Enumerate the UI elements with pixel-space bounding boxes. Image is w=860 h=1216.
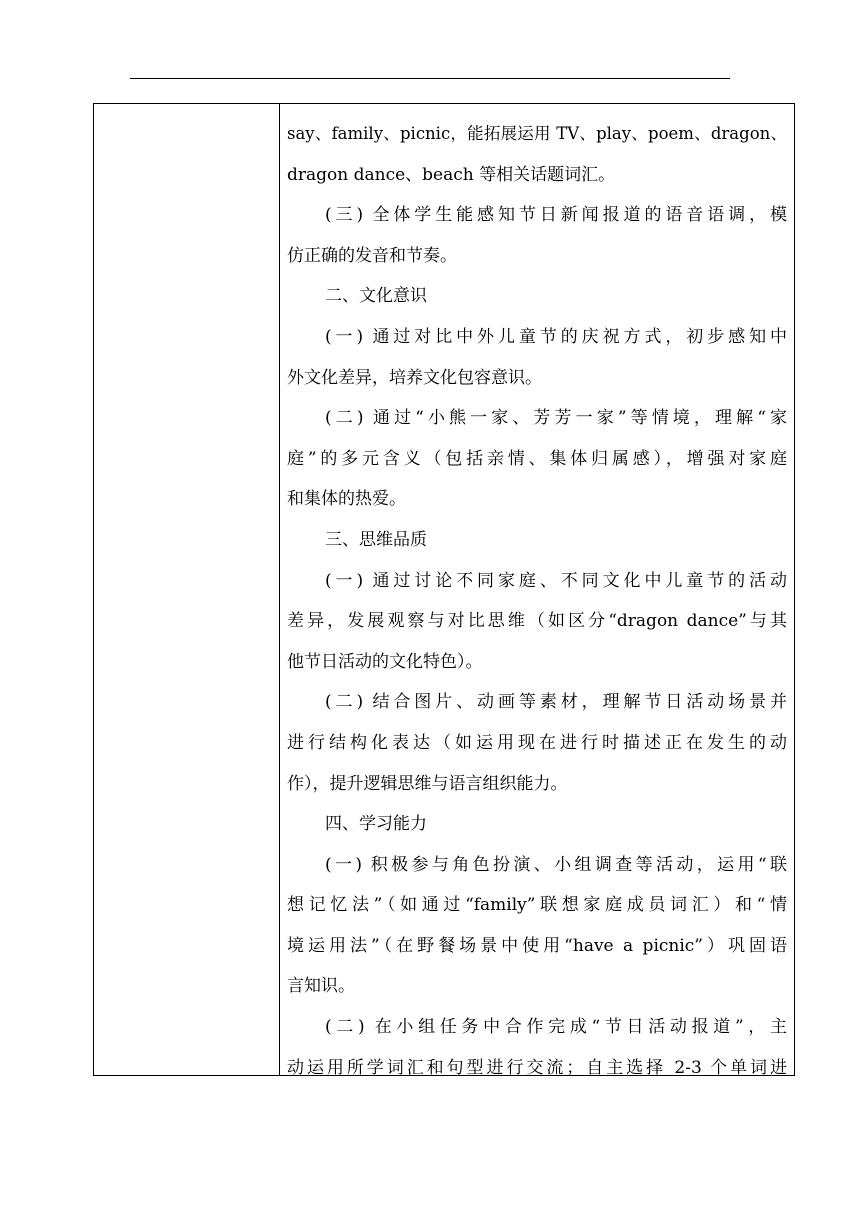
text-line: 进行结构化表达（如运用现在进行时描述正在发生的动: [287, 732, 787, 753]
text-line: 想记忆法”（如通过“family”联想家庭成员词汇）和“情: [287, 895, 787, 916]
text-line: 和集体的热爱。: [287, 489, 406, 510]
text-line: (二) 在小组任务中合作完成“节日活动报道”，主: [325, 1017, 787, 1038]
text-line: (三) 全体学生能感知节日新闻报道的语音语调，模: [325, 205, 787, 226]
header-rule: [130, 78, 730, 79]
table-right-column: [280, 104, 794, 1075]
text-line: dragon dance、beach 等相关话题词汇。: [287, 164, 616, 185]
objectives-table: [93, 103, 795, 1076]
objectives-text: [287, 114, 787, 1075]
table-left-column: [94, 104, 280, 1075]
section-heading: 二、文化意识: [325, 286, 427, 307]
section-heading: 三、思维品质: [325, 529, 427, 550]
text-line: (一) 通过对比中外儿童节的庆祝方式，初步感知中: [325, 326, 787, 347]
text-line: 言知识。: [287, 976, 355, 997]
text-line: 作），提升逻辑思维与语言组织能力。: [287, 773, 568, 794]
text-line: say、family、picnic，能拓展运用 TV、play、poem、dragon、: [287, 124, 787, 143]
text-line: 仿正确的发音和节奏。: [287, 245, 457, 266]
text-line: (二) 通过“小熊一家、芳芳一家”等情境，理解“家: [325, 408, 787, 429]
text-line: 庭”的多元含义（包括亲情、集体归属感），增强对家庭: [287, 448, 787, 469]
section-heading: 四、学习能力: [325, 814, 427, 835]
text-line: 动运用所学词汇和句型进行交流；自主选择 2-3 个单词进: [287, 1057, 787, 1075]
text-line: 境运用法”（在野餐场景中使用“have a picnic”）巩固语: [287, 935, 787, 956]
text-line: (二) 结合图片、动画等素材，理解节日活动场景并: [325, 692, 787, 713]
text-line: 他节日活动的文化特色）。: [287, 651, 483, 672]
text-line: (一) 积极参与角色扮演、小组调查等活动，运用“联: [325, 854, 787, 875]
text-line: 外文化差异，培养文化包容意识。: [287, 367, 542, 388]
text-line: 差异，发展观察与对比思维（如区分“dragon dance”与其: [287, 611, 787, 632]
text-line: (一) 通过讨论不同家庭、不同文化中儿童节的活动: [325, 570, 787, 591]
